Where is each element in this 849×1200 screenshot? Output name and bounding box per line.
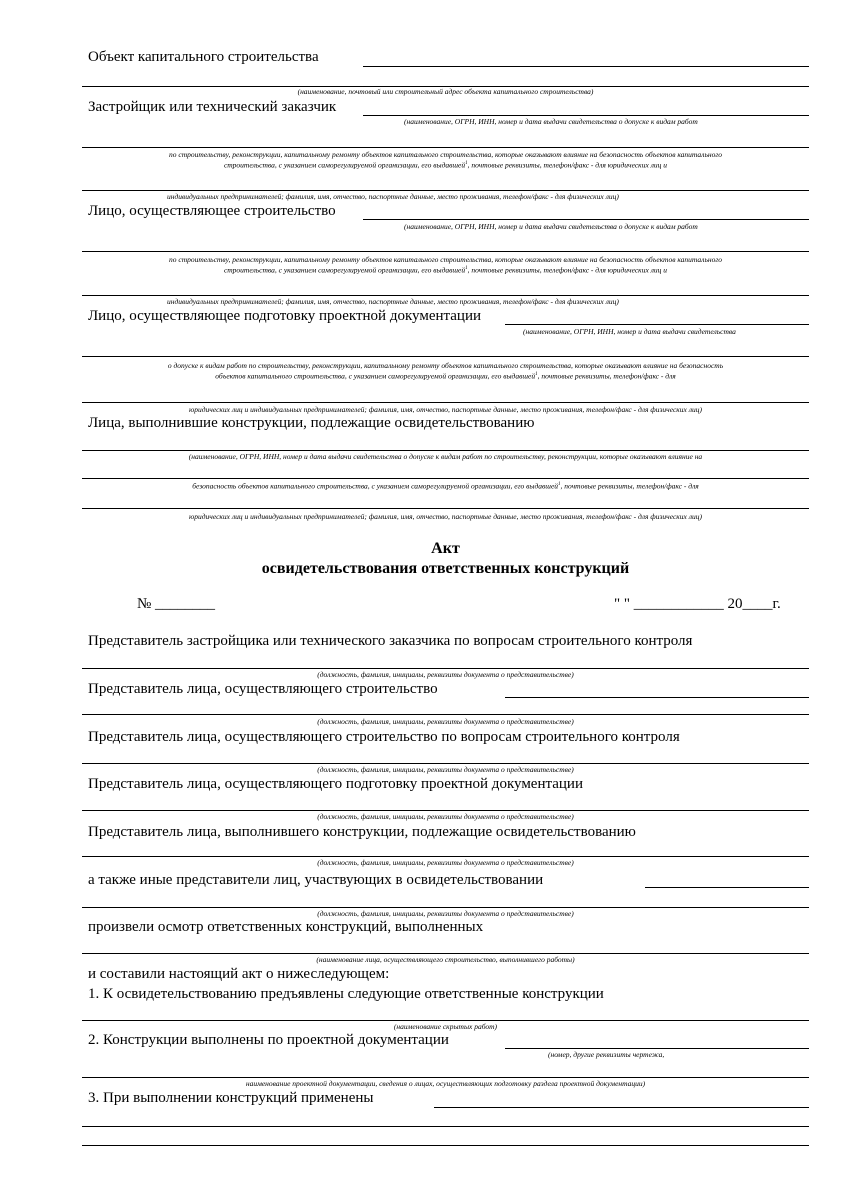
developer-field-line[interactable] (363, 115, 809, 116)
rep-builder-label: Представитель лица, осуществляющего строительство (88, 681, 438, 697)
builder-caption-4: индивидуальных предпринимателей; фамилия, имя, отчество, паспортные данные, место проживания, телефон/факс - для физических лиц) (167, 297, 619, 306)
item2-caption-2: наименование проектной документации, сведения о лицах, осуществляющих подготовку раздела проектной документации) (245, 1079, 646, 1088)
designer-caption-3: объектов капитального строительства, с указанием саморегулируемой организации, его выдавшей$^1$, почтовые реквизиты, телефон/факс - для (215, 371, 676, 381)
rep-designer-field-line[interactable] (82, 810, 809, 811)
builder-caption-1: (наименование, ОГРН, ИНН, номер и дата выдачи свидетельства о допуске к видам работ (404, 222, 698, 231)
builder-label: Лицо, осуществляющее строительство (88, 203, 336, 219)
rep-developer-field-line[interactable] (82, 668, 809, 669)
act-intro: и составили настоящий акт о нижеследующем: (88, 966, 390, 982)
rep-others-field-line-2[interactable] (82, 907, 809, 908)
item2-caption-1: (номер, другие реквизиты чертежа, (548, 1050, 665, 1059)
inspected-field-line[interactable] (82, 953, 809, 954)
item2-field-line-2[interactable] (82, 1077, 809, 1078)
developer-label: Застройщик или технический заказчик (88, 99, 337, 115)
developer-field-line-3[interactable] (82, 190, 809, 191)
performers-caption-1: (наименование, ОГРН, ИНН, номер и дата выдачи свидетельства о допуске к видам работ по строительству, реконструкции, которые оказывают влияние на (188, 452, 703, 461)
act-title: Акт (431, 540, 460, 557)
developer-field-line-2[interactable] (82, 147, 809, 148)
rep-builder-control-label: Представитель лица, осуществляющего строительство по вопросам строительного контроля (88, 729, 680, 745)
item2-field-line[interactable] (505, 1048, 809, 1049)
designer-caption-1: (наименование, ОГРН, ИНН, номер и дата выдачи свидетельства (523, 327, 736, 336)
builder-field-line[interactable] (363, 219, 809, 220)
item2-label: 2. Конструкции выполнены по проектной документации (88, 1032, 449, 1048)
rep-others-field-line[interactable] (645, 887, 809, 888)
builder-field-line-3[interactable] (82, 295, 809, 296)
item1-field-line[interactable] (82, 1020, 809, 1021)
object-caption: (наименование, почтовый или строительный адрес объекта капитального строительства) (297, 87, 594, 96)
developer-caption-4: индивидуальных предпринимателей; фамилия, имя, отчество, паспортные данные, место проживания, телефон/факс - для физических лиц) (167, 192, 619, 201)
builder-caption-3: строительства, с указанием саморегулируемой организации, его выдавшей$^1$, почтовые реквизиты, телефон/факс - для юридических лиц и (223, 265, 668, 275)
item3-label: 3. При выполнении конструкций применены (88, 1090, 374, 1106)
rep-caption: (должность, фамилия, инициалы, реквизиты документа о представительстве) (317, 812, 574, 821)
rep-developer-label: Представитель застройщика или технического заказчика по вопросам строительного контроля (88, 633, 693, 649)
act-date-field[interactable]: " " ____________ 20____г. (614, 596, 781, 612)
rep-caption: (должность, фамилия, инициалы, реквизиты документа о представительстве) (317, 858, 574, 867)
rep-others-label: а также иные представители лиц, участвующих в освидетельствовании (88, 872, 544, 888)
act-subtitle: освидетельствования ответственных конструкций (261, 560, 630, 577)
performers-field-line[interactable] (82, 450, 809, 451)
designer-caption-2: о допуске к видам работ по строительству, реконструкции, капитальному ремонту объектов капитального строительства, которые оказывают влияние на безопасность (167, 361, 724, 370)
rep-caption: (должность, фамилия, инициалы, реквизиты документа о представительстве) (317, 765, 574, 774)
designer-field-line-2[interactable] (82, 356, 809, 357)
developer-caption-2: по строительству, реконструкции, капитальному ремонту объектов капитального строительства, которые оказывают влияние на безопасность объектов капитального (168, 150, 723, 159)
item3-field-line[interactable] (434, 1107, 809, 1108)
rep-performer-field-line[interactable] (82, 856, 809, 857)
designer-field-line-3[interactable] (82, 402, 809, 403)
inspected-label: произвели осмотр ответственных конструкций, выполненных (88, 919, 484, 935)
designer-caption-4: юридических лиц и индивидуальных предпринимателей; фамилия, имя, отчество, паспортные данные, место проживания, телефон/факс - для физических лиц) (188, 405, 703, 414)
act-number-field[interactable]: № ________ (137, 596, 216, 612)
builder-field-line-2[interactable] (82, 251, 809, 252)
performers-caption-3: юридических лиц и индивидуальных предпринимателей; фамилия, имя, отчество, паспортные данные, место проживания, телефон/факс - для физических лиц) (188, 512, 703, 521)
rep-builder-control-field-line[interactable] (82, 763, 809, 764)
item3-field-line-2[interactable] (82, 1126, 809, 1127)
performers-field-line-3[interactable] (82, 508, 809, 509)
builder-caption-2: по строительству, реконструкции, капитальному ремонту объектов капитального строительства, которые оказывают влияние на безопасность объектов капитального (168, 255, 723, 264)
item1-label: 1. К освидетельствованию предъявлены следующие ответственные конструкции (88, 986, 604, 1002)
rep-builder-field-line-2[interactable] (82, 714, 809, 715)
rep-caption: (должность, фамилия, инициалы, реквизиты документа о представительстве) (317, 670, 574, 679)
designer-field-line[interactable] (505, 324, 809, 325)
performers-label: Лица, выполнившие конструкции, подлежащие освидетельствованию (88, 415, 535, 431)
developer-caption-3: строительства, с указанием саморегулируемой организации, его выдавшей$^1$, почтовые реквизиты, телефон/факс - для юридических лиц и (223, 160, 668, 170)
developer-caption-1: (наименование, ОГРН, ИНН, номер и дата выдачи свидетельства о допуске к видам работ (404, 117, 698, 126)
object-label: Объект капитального строительства (88, 49, 319, 65)
rep-caption: (должность, фамилия, инициалы, реквизиты документа о представительстве) (317, 909, 574, 918)
rep-designer-label: Представитель лица, осуществляющего подготовку проектной документации (88, 776, 583, 792)
rep-performer-label: Представитель лица, выполнившего конструкции, подлежащие освидетельствованию (88, 824, 636, 840)
inspected-caption: (наименование лица, осуществляющего строительство, выполнившего работы) (316, 955, 575, 964)
performers-caption-2: безопасность объектов капитального строительства, с указанием саморегулируемой организации, его выдавшей$^1$, почтовые реквизиты, телефон/факс - для (192, 481, 699, 491)
rep-builder-field-line[interactable] (505, 697, 809, 698)
rep-caption: (должность, фамилия, инициалы, реквизиты документа о представительстве) (317, 717, 574, 726)
item1-caption: (наименование скрытых работ) (393, 1022, 498, 1031)
designer-label: Лицо, осуществляющее подготовку проектной документации (88, 308, 482, 324)
object-field-line[interactable] (363, 66, 809, 67)
item3-field-line-3[interactable] (82, 1145, 809, 1146)
performers-field-line-2[interactable] (82, 478, 809, 479)
